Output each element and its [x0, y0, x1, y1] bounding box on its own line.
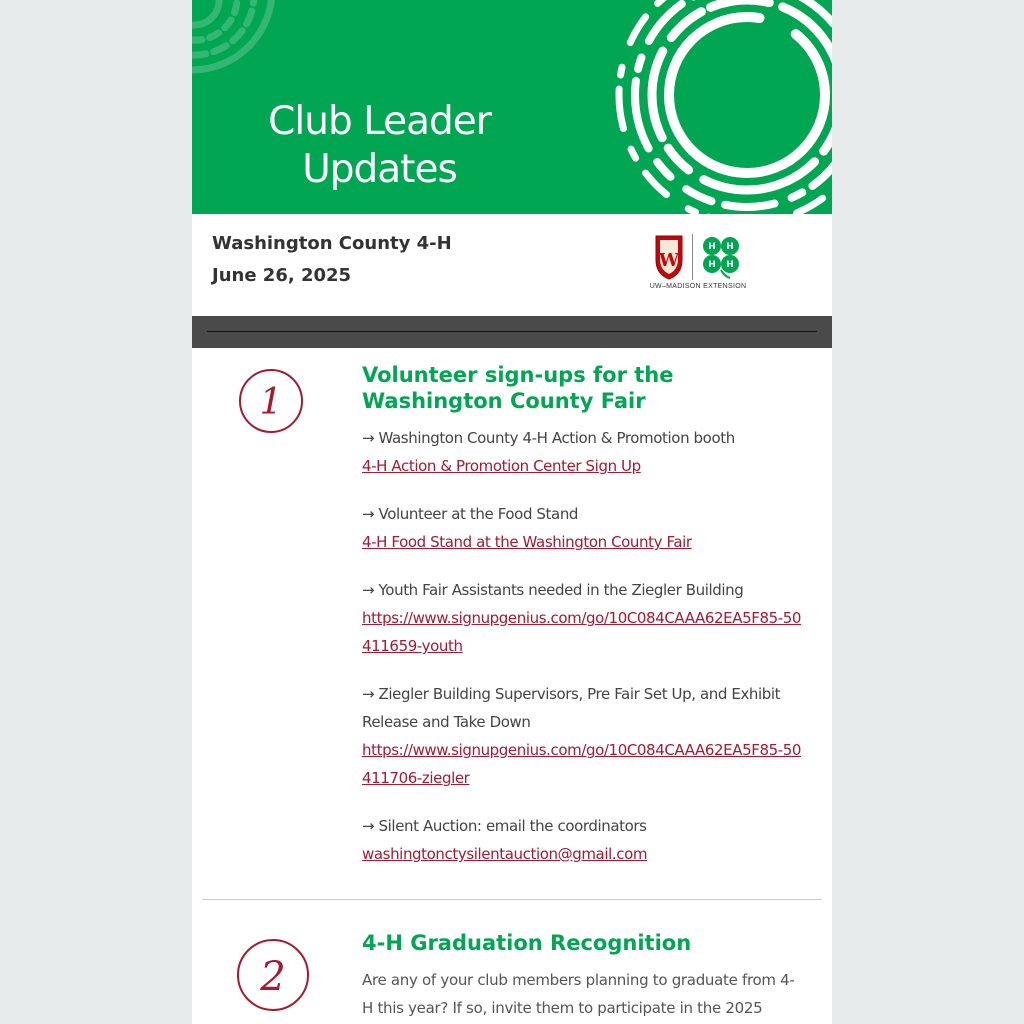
newsletter-email — [192, 0, 832, 1024]
organization-name: Washington County 4-H — [212, 233, 452, 254]
food-stand-signup-link[interactable]: 4-H Food Stand at the Washington County Fair — [362, 533, 692, 551]
section-number-2-badge — [236, 938, 306, 1008]
list-item — [362, 500, 802, 556]
item-label: → Youth Fair Assistants needed in the Ziegler Building — [362, 581, 744, 599]
divider-rule — [207, 331, 817, 332]
logo-text: UW–MADISON EXTENSION — [649, 283, 747, 290]
ziegler-supervisors-signup-link[interactable]: https://www.signupgenius.com/go/10C084CAAA62EA5F85-50411706-ziegler — [362, 741, 802, 787]
section-volunteer-signups — [362, 362, 802, 868]
section-title: Volunteer sign-ups for the Washington County Fair — [362, 363, 674, 413]
section-number-1: 1 — [259, 382, 283, 423]
issue-date: June 26, 2025 — [212, 265, 352, 286]
svg-text:H: H — [726, 260, 734, 270]
item-label: → Washington County 4-H Action & Promotion booth — [362, 429, 735, 447]
action-promotion-signup-link[interactable]: 4-H Action & Promotion Center Sign Up — [362, 457, 641, 475]
section-paragraph: Are any of your club members planning to graduate from 4-H this year? If so, invite them to participate in the 2025 — [362, 971, 795, 1017]
svg-text:W: W — [658, 250, 680, 271]
hero-title — [242, 98, 517, 194]
list-item — [362, 680, 802, 792]
section-number-2: 2 — [260, 954, 286, 1000]
hero-title-line-2: Updates — [302, 147, 457, 192]
svg-text:H: H — [708, 242, 716, 252]
svg-text:H: H — [726, 242, 734, 252]
list-item — [362, 576, 802, 660]
list-item — [362, 424, 802, 480]
section-graduation-recognition — [362, 930, 802, 1022]
section-divider — [192, 316, 832, 348]
item-label: → Silent Auction: email the coordinators — [362, 817, 647, 835]
logo-graphic — [646, 232, 750, 282]
item-label: → Volunteer at the Food Stand — [362, 505, 579, 523]
silent-auction-email-link[interactable]: washingtonctysilentauction@gmail.com — [362, 845, 648, 863]
svg-text:H: H — [708, 260, 716, 270]
hero-title-line-1: Club Leader — [268, 99, 491, 144]
list-item — [362, 812, 802, 868]
section-separator — [202, 899, 822, 900]
section-number-1-badge — [236, 366, 306, 436]
section-title: 4-H Graduation Recognition — [362, 931, 692, 955]
hero-banner — [192, 0, 832, 214]
item-label: → Ziegler Building Supervisors, Pre Fair Set Up, and Exhibit Release and Take Down — [362, 685, 781, 731]
youth-assistants-signup-link[interactable]: https://www.signupgenius.com/go/10C084CAAA62EA5F85-50411659-youth — [362, 609, 802, 655]
uw-madison-extension-logo — [646, 232, 750, 296]
newsletter-header — [192, 214, 832, 316]
